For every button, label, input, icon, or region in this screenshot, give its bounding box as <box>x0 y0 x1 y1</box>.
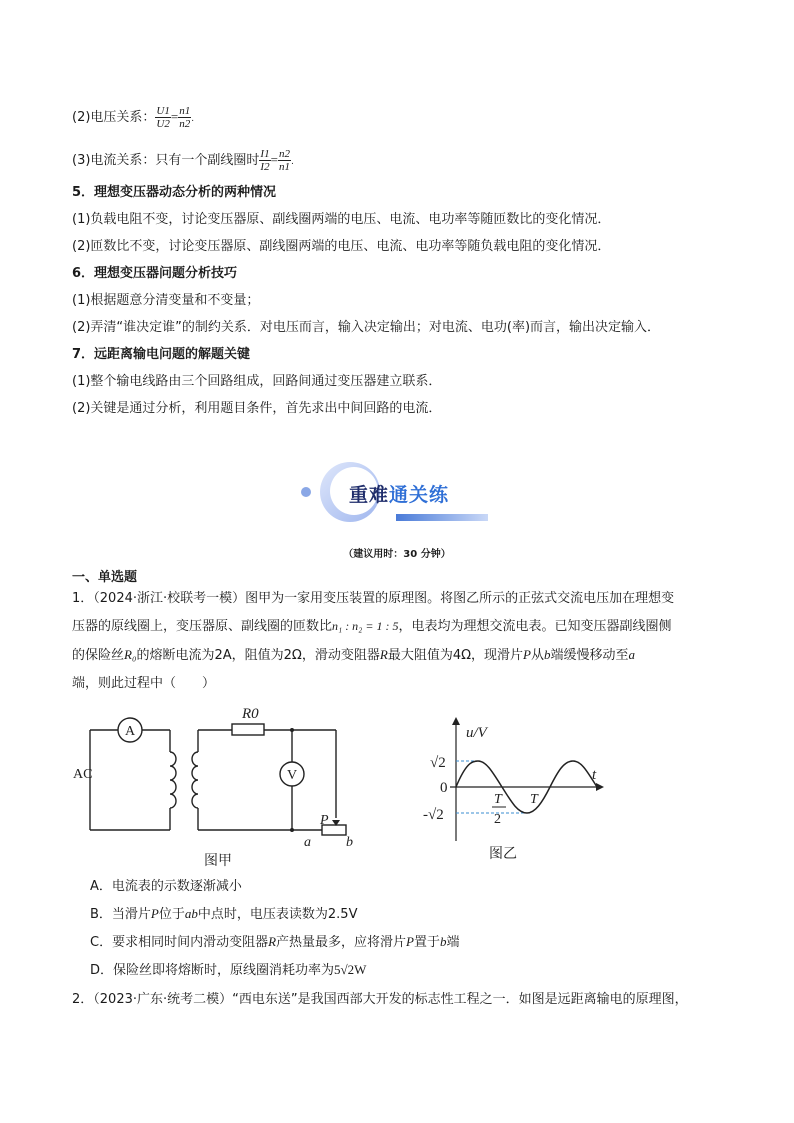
opt-c-bb: b <box>440 934 447 949</box>
ac-label: AC <box>73 767 93 782</box>
q1-p: P <box>523 647 531 662</box>
section-header-single-choice: 一、单选题 <box>72 570 138 585</box>
q1-line-1: 1．（2024·浙江·校联考一模）图甲为一家用变压装置的原理图。将图乙所示的正弦式交流电压加在理想变 <box>72 591 675 606</box>
current-rhs-den: n1 <box>278 161 290 173</box>
q2-line-1: 2．（2023·广东·统考二模）“西电东送”是我国西部大开发的标志性工程之一．如图是远距离输电的原理图， <box>72 992 688 1007</box>
opt-c-a: C．要求相同时间内滑动变阻器 <box>90 935 269 950</box>
current-lhs-den: I2 <box>260 161 270 173</box>
opt-c-b: 产热量最多，应将滑片 <box>276 935 407 950</box>
sine-wave-graph <box>420 715 620 845</box>
x-axis-arrow-icon <box>596 783 604 791</box>
section-7-title: 7．远距离输电问题的解题关键 <box>72 347 251 362</box>
voltage-end: . <box>191 114 195 124</box>
ammeter-label: A <box>124 724 136 739</box>
voltage-relation: (2)电压关系： $\frac{U1}{U2}$ = $\frac{n1}{n2}$ . <box>72 105 195 130</box>
banner-title-part1: 重难 <box>349 484 390 506</box>
current-rhs <box>278 148 291 173</box>
section-6-item-2: (2)弄清“谁决定谁”的制约关系．对电压而言，输入决定输出；对电流、电功(率)而言，输出决定输入． <box>72 320 661 335</box>
current-relation: (3)电流关系：只有一个副线圈时 $\frac{I1}{I2}$ = $\frac{n2}{n1}$ . <box>72 148 294 173</box>
voltage-rhs <box>178 105 191 130</box>
section-5-title: 5．理想变压器动态分析的两种情况 <box>72 185 277 200</box>
t-half-den: 2 <box>494 812 501 827</box>
voltmeter-label: V <box>286 768 298 783</box>
section-7-item-1: (1)整个输电线路由三个回路组成，回路间通过变压器建立联系． <box>72 374 442 389</box>
q1-r: R <box>379 647 388 662</box>
opt-c-c: 置于 <box>414 935 441 950</box>
end-b-label: b <box>346 835 353 850</box>
t-full-label: T <box>530 792 538 807</box>
banner-title-part2: 通关练 <box>389 484 450 506</box>
y-neg-label: -√2 <box>423 807 444 823</box>
banner-title <box>349 480 449 507</box>
opt-b-ab: ab <box>184 906 198 921</box>
r0-label-text: R0 <box>242 706 259 722</box>
section-6-item-1: (1)根据题意分清变量和不变量； <box>72 293 260 308</box>
y-axis-arrow-icon <box>452 717 460 725</box>
y-zero-label: 0 <box>440 780 448 796</box>
q1-a: a <box>628 647 636 662</box>
q1-line-2 <box>72 616 671 637</box>
section-5-item-1: (1)负载电阻不变，讨论变压器原、副线圈两端的电压、电流、电功率等随匝数比的变化情况． <box>72 212 611 227</box>
q1-l3b: 的熔断电流为2A，阻值为2Ω，滑动变阻器 <box>136 648 380 663</box>
option-d <box>90 960 366 981</box>
banner-dot-icon <box>301 487 311 497</box>
r0-label <box>241 706 259 722</box>
ammeter-icon <box>118 718 142 742</box>
circuit-diagram <box>70 700 370 860</box>
t-half-num: T <box>494 792 502 807</box>
voltage-rhs-den: n2 <box>179 118 191 130</box>
time-hint: （建议用时：30 分钟） <box>343 549 451 560</box>
q1-line-4: 端，则此过程中（ ） <box>72 676 216 691</box>
section-7-item-2: (2)关键是通过分析，利用题目条件，首先求出中间回路的电流． <box>72 401 442 416</box>
opt-b-c: 中点时，电压表读数为2.5V <box>197 907 358 922</box>
current-lhs <box>259 148 270 173</box>
q1-l3e: 端缓慢移动至 <box>550 648 629 663</box>
q1-b: b <box>544 647 551 662</box>
q1-line-3 <box>72 645 635 666</box>
fig1-label: 图甲 <box>204 853 232 869</box>
section-6-title: 6．理想变压器问题分析技巧 <box>72 266 238 281</box>
voltage-label: (2)电压关系： <box>72 110 156 125</box>
voltage-rhs-num: n1 <box>179 105 191 117</box>
y-pos-label: √2 <box>430 755 446 771</box>
section-5-item-2: (2)匝数比不变，讨论变压器原、副线圈两端的电压、电流、电功率等随负载电阻的变化情况． <box>72 239 611 254</box>
y-axis-label: u/V <box>466 725 487 741</box>
q1-l3c: 最大阻值为4Ω，现滑片 <box>387 648 524 663</box>
opt-d-val: 5√2W <box>334 962 367 977</box>
opt-b-b: 位于 <box>158 907 185 922</box>
voltage-lhs-num: U1 <box>156 105 170 117</box>
slider-p-label: P <box>320 813 329 828</box>
voltage-lhs <box>155 105 170 130</box>
q1-l3d: 从 <box>530 648 544 663</box>
banner-underline <box>396 514 488 521</box>
current-rhs-num: n2 <box>278 148 290 160</box>
opt-c-r: R <box>268 934 277 949</box>
q1-l2a: 压器的原线圈上，变压器原、副线圈的匝数比 <box>72 619 333 634</box>
voltmeter-icon <box>280 762 304 786</box>
current-end: . <box>290 157 294 167</box>
option-b <box>90 904 357 925</box>
opt-c-d: 端 <box>446 935 460 950</box>
q1-l2b: ，电表均为理想交流电表。已知变压器副线圈侧 <box>398 619 672 634</box>
voltage-lhs-den: U2 <box>156 118 170 130</box>
x-axis-label: t <box>592 767 597 783</box>
option-c <box>90 932 460 953</box>
fig2-label: 图乙 <box>489 846 517 862</box>
current-label: (3)电流关系：只有一个副线圈时 <box>72 153 260 168</box>
end-a-label: a <box>304 835 311 850</box>
current-lhs-num: I1 <box>260 148 270 160</box>
opt-d-a: D．保险丝即将熔断时，原线圈消耗功率为 <box>90 963 335 978</box>
option-a: A．电流表的示数逐渐减小 <box>90 879 242 894</box>
opt-b-p: P <box>150 906 159 921</box>
resistor-r0-icon <box>232 724 264 735</box>
q1-r0: R₀ <box>124 647 137 662</box>
opt-c-p: P <box>406 934 414 949</box>
q1-ratio: n₁ : n₂ = 1 : 5 <box>332 619 399 633</box>
q1-l3a: 的保险丝 <box>72 648 125 663</box>
opt-b-a: B．当滑片 <box>90 907 151 922</box>
